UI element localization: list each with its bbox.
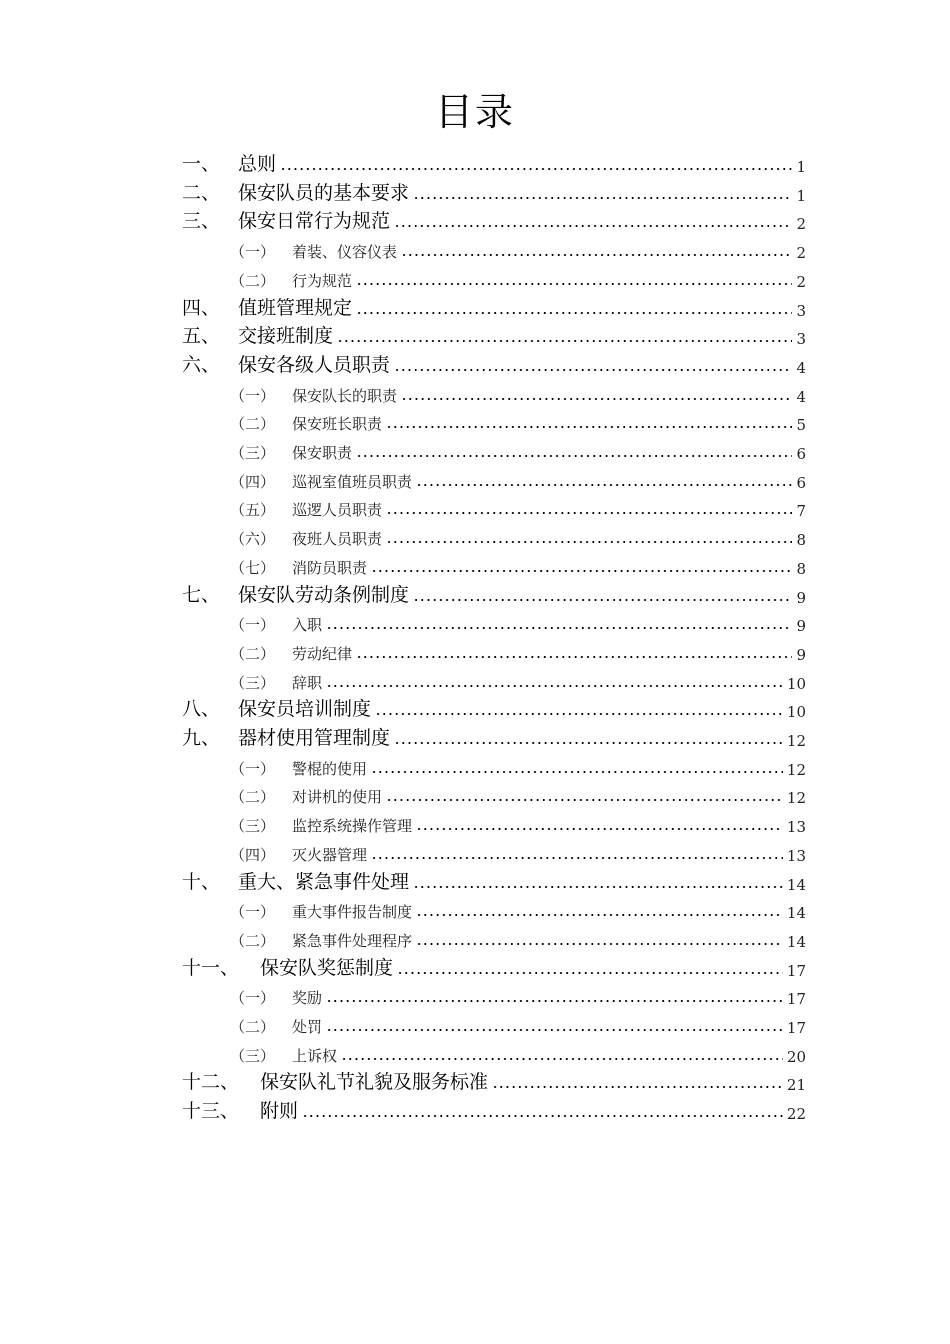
toc-chapter-entry[interactable] xyxy=(182,866,806,894)
toc-entry-label: 保安队奖惩制度 xyxy=(260,956,394,979)
toc-section-entry[interactable] xyxy=(230,837,806,865)
toc-page-number: 12 xyxy=(786,760,806,779)
toc-section-entry[interactable] xyxy=(230,406,806,434)
toc-page-number: 6 xyxy=(796,473,806,492)
toc-entry-number: 七、 xyxy=(182,583,221,606)
toc-entry-label: 灭火器管理 xyxy=(292,845,368,864)
toc-entry-number: （四） xyxy=(230,845,276,864)
toc-page-number: 14 xyxy=(786,932,806,951)
toc-entry-label: 保安队劳动条例制度 xyxy=(238,583,410,606)
toc-dot-leader xyxy=(371,770,783,774)
toc-entry-number: （五） xyxy=(230,501,276,520)
toc-entry-label: 消防员职责 xyxy=(292,558,368,577)
toc-entry-number: 九、 xyxy=(182,727,221,749)
toc-dot-leader xyxy=(356,454,792,458)
toc-section-entry[interactable] xyxy=(230,894,806,922)
toc-dot-leader xyxy=(337,339,792,343)
toc-page-number: 4 xyxy=(796,358,806,377)
toc-entry-number: （二） xyxy=(230,788,276,807)
toc-page-number: 2 xyxy=(796,244,806,263)
toc-page-number: 12 xyxy=(786,732,806,750)
toc-page-number: 9 xyxy=(796,588,806,607)
toc-section-entry[interactable] xyxy=(230,779,806,807)
toc-entry-label: 监控系统操作管理 xyxy=(292,817,413,836)
toc-chapter-entry[interactable] xyxy=(182,1095,806,1123)
toc-dot-leader xyxy=(416,483,792,487)
toc-section-entry[interactable] xyxy=(230,1038,806,1066)
toc-dot-leader xyxy=(416,827,783,831)
toc-entry-number: （一） xyxy=(230,989,276,1008)
toc-entry-number: （二） xyxy=(230,931,276,950)
toc-dot-leader xyxy=(386,540,792,544)
toc-chapter-entry[interactable] xyxy=(182,1066,806,1094)
toc-page-number: 14 xyxy=(786,904,806,923)
toc-entry-number: 十一、 xyxy=(182,956,240,979)
toc-section-entry[interactable] xyxy=(230,665,806,693)
toc-entry-label: 总则 xyxy=(238,153,277,175)
toc-entry-label: 保安日常行为规范 xyxy=(238,210,391,233)
toc-page-number: 21 xyxy=(786,1076,806,1095)
toc-entry-number: （三） xyxy=(230,673,276,692)
toc-dot-leader xyxy=(394,368,792,372)
toc-section-entry[interactable] xyxy=(230,521,806,549)
toc-entry-number: 四、 xyxy=(182,296,221,319)
toc-section-entry[interactable] xyxy=(230,751,806,779)
toc-page-number: 17 xyxy=(786,961,806,980)
toc-dot-leader xyxy=(386,511,792,515)
toc-entry-label: 巡逻人员职责 xyxy=(292,501,383,520)
toc-entry-number: 八、 xyxy=(182,698,221,721)
toc-entry-number: （二） xyxy=(230,415,276,434)
toc-entry-number: 五、 xyxy=(182,325,221,348)
toc-entry-label: 附则 xyxy=(260,1100,299,1123)
toc-dot-leader xyxy=(280,167,792,171)
toc-dot-leader xyxy=(302,1114,783,1118)
toc-entry-number: 六、 xyxy=(182,353,221,376)
toc-dot-leader xyxy=(492,1085,783,1089)
toc-page-number: 7 xyxy=(796,502,806,521)
toc-dot-leader xyxy=(394,224,792,228)
toc-section-entry[interactable] xyxy=(230,378,806,406)
toc-entry-label: 着装、仪容仪表 xyxy=(292,243,398,262)
toc-entry-number: 二、 xyxy=(182,181,221,204)
toc-entry-number: （一） xyxy=(230,243,276,262)
toc-page-number: 8 xyxy=(796,559,806,578)
toc-dot-leader xyxy=(394,741,783,745)
toc-page-number: 10 xyxy=(786,703,806,722)
toc-entry-label: 上诉权 xyxy=(292,1046,338,1065)
toc-dot-leader xyxy=(416,913,783,917)
toc-section-entry[interactable] xyxy=(230,923,806,951)
toc-page-number: 3 xyxy=(796,301,806,320)
toc-page-number: 17 xyxy=(786,1019,806,1037)
toc-chapter-entry[interactable] xyxy=(182,320,806,348)
toc-chapter-entry[interactable] xyxy=(182,349,806,377)
toc-entry-number: （二） xyxy=(230,644,276,663)
toc-section-entry[interactable] xyxy=(230,550,806,578)
toc-page-number: 1 xyxy=(796,158,806,176)
toc-dot-leader xyxy=(401,253,792,257)
toc-dot-leader xyxy=(386,798,783,802)
toc-dot-leader xyxy=(326,626,792,630)
toc-entry-label: 对讲机的使用 xyxy=(292,788,383,807)
toc-chapter-entry[interactable] xyxy=(182,292,806,320)
toc-entry-number: 十、 xyxy=(182,870,221,893)
toc-entry-number: 一、 xyxy=(182,153,221,175)
toc-chapter-entry[interactable] xyxy=(182,722,806,750)
toc-page-number: 6 xyxy=(796,445,806,463)
toc-entry-number: （四） xyxy=(230,472,276,491)
toc-entry-label: 处罚 xyxy=(292,1018,323,1036)
toc-dot-leader xyxy=(356,282,792,286)
toc-section-entry[interactable] xyxy=(230,980,806,1008)
toc-chapter-entry[interactable] xyxy=(182,205,806,233)
toc-dot-leader xyxy=(371,569,792,573)
toc-entry-label: 交接班制度 xyxy=(238,325,334,348)
toc-entry-label: 夜班人员职责 xyxy=(292,530,383,549)
toc-page-number: 9 xyxy=(796,645,806,664)
toc-dot-leader xyxy=(326,1028,783,1032)
toc-entry-number: 三、 xyxy=(182,210,221,233)
toc-dot-leader xyxy=(416,942,783,946)
toc-dot-leader xyxy=(413,196,792,200)
toc-entry-number: （三） xyxy=(230,1046,276,1065)
toc-entry-number: （三） xyxy=(230,817,276,836)
toc-entry-label: 保安各级人员职责 xyxy=(238,353,391,376)
toc-entry-number: （六） xyxy=(230,530,276,549)
toc-section-entry[interactable] xyxy=(230,492,806,520)
toc-page-number: 9 xyxy=(796,617,806,636)
toc-page-number: 2 xyxy=(796,272,806,291)
toc-entry-label: 紧急事件处理程序 xyxy=(292,931,413,950)
toc-entry-label: 器材使用管理制度 xyxy=(238,727,391,749)
toc-dot-leader xyxy=(397,971,783,975)
toc-section-entry[interactable] xyxy=(230,808,806,836)
toc-entry-number: （一） xyxy=(230,386,276,405)
toc-entry-label: 入职 xyxy=(292,616,323,635)
toc-page-number: 8 xyxy=(796,531,806,550)
toc-page-number: 1 xyxy=(796,186,806,205)
toc-section-entry[interactable] xyxy=(230,435,806,463)
toc-chapter-entry[interactable] xyxy=(182,148,806,176)
toc-entry-label: 巡视室值班员职责 xyxy=(292,472,413,491)
toc-dot-leader xyxy=(375,712,783,716)
toc-page-number: 10 xyxy=(786,674,806,693)
toc-entry-number: 十三、 xyxy=(182,1100,240,1123)
toc-page-number: 2 xyxy=(796,215,806,234)
toc-page-number: 17 xyxy=(786,990,806,1009)
toc-entry-label: 重大、紧急事件处理 xyxy=(238,870,410,893)
toc-entry-number: （一） xyxy=(230,903,276,922)
toc-dot-leader xyxy=(371,856,783,860)
toc-section-entry[interactable] xyxy=(230,636,806,664)
toc-entry-label: 保安职责 xyxy=(292,444,353,462)
toc-page-number: 22 xyxy=(786,1105,806,1124)
toc-dot-leader xyxy=(326,684,783,688)
toc-entry-number: （三） xyxy=(230,444,276,462)
toc-section-entry[interactable] xyxy=(230,607,806,635)
toc-section-entry[interactable] xyxy=(230,464,806,492)
toc-dot-leader xyxy=(326,999,783,1003)
toc-dot-leader xyxy=(356,311,792,315)
toc-page-number: 20 xyxy=(786,1047,806,1066)
toc-chapter-entry[interactable] xyxy=(182,579,806,607)
toc-entry-label: 警棍的使用 xyxy=(292,759,368,778)
toc-entry-label: 保安班长职责 xyxy=(292,415,383,434)
toc-page-number: 13 xyxy=(786,846,806,865)
toc-chapter-entry[interactable] xyxy=(182,177,806,205)
toc-entry-label: 保安队礼节礼貌及服务标准 xyxy=(260,1071,489,1094)
toc-entry-number: （七） xyxy=(230,558,276,577)
toc-dot-leader xyxy=(413,598,792,602)
toc-page-number: 13 xyxy=(786,818,806,837)
toc-dot-leader xyxy=(341,1057,783,1061)
toc-entry-label: 保安员培训制度 xyxy=(238,698,372,721)
toc-dot-leader xyxy=(413,885,783,889)
toc-entry-number: （二） xyxy=(230,1018,276,1036)
toc-dot-leader xyxy=(356,655,792,659)
toc-page-number: 12 xyxy=(786,789,806,808)
toc-entry-number: 十二、 xyxy=(182,1071,240,1094)
toc-entry-label: 值班管理规定 xyxy=(238,296,353,319)
toc-dot-leader xyxy=(386,425,792,429)
toc-section-entry[interactable] xyxy=(230,234,806,262)
toc-chapter-entry[interactable] xyxy=(182,952,806,980)
toc-section-entry[interactable] xyxy=(230,1009,806,1037)
toc-dot-leader xyxy=(401,397,792,401)
toc-entry-number: （一） xyxy=(230,616,276,635)
toc-page-number: 4 xyxy=(796,387,806,406)
toc-entry-label: 奖励 xyxy=(292,989,323,1008)
toc-page-number: 3 xyxy=(796,330,806,349)
toc-entry-number: （二） xyxy=(230,271,276,290)
toc-entry-label: 保安队长的职责 xyxy=(292,386,398,405)
toc-entry-label: 辞职 xyxy=(292,673,323,692)
toc-chapter-entry[interactable] xyxy=(182,693,806,721)
toc-page-number: 5 xyxy=(796,416,806,435)
toc-entry-label: 行为规范 xyxy=(292,271,353,290)
page-title: 目录 xyxy=(434,90,515,134)
toc-entry-number: （一） xyxy=(230,759,276,778)
toc-entry-label: 劳动纪律 xyxy=(292,644,353,663)
toc-section-entry[interactable] xyxy=(230,263,806,291)
toc-entry-label: 重大事件报告制度 xyxy=(292,903,413,922)
toc-entry-label: 保安队员的基本要求 xyxy=(238,181,410,204)
toc-page-number: 14 xyxy=(786,875,806,894)
